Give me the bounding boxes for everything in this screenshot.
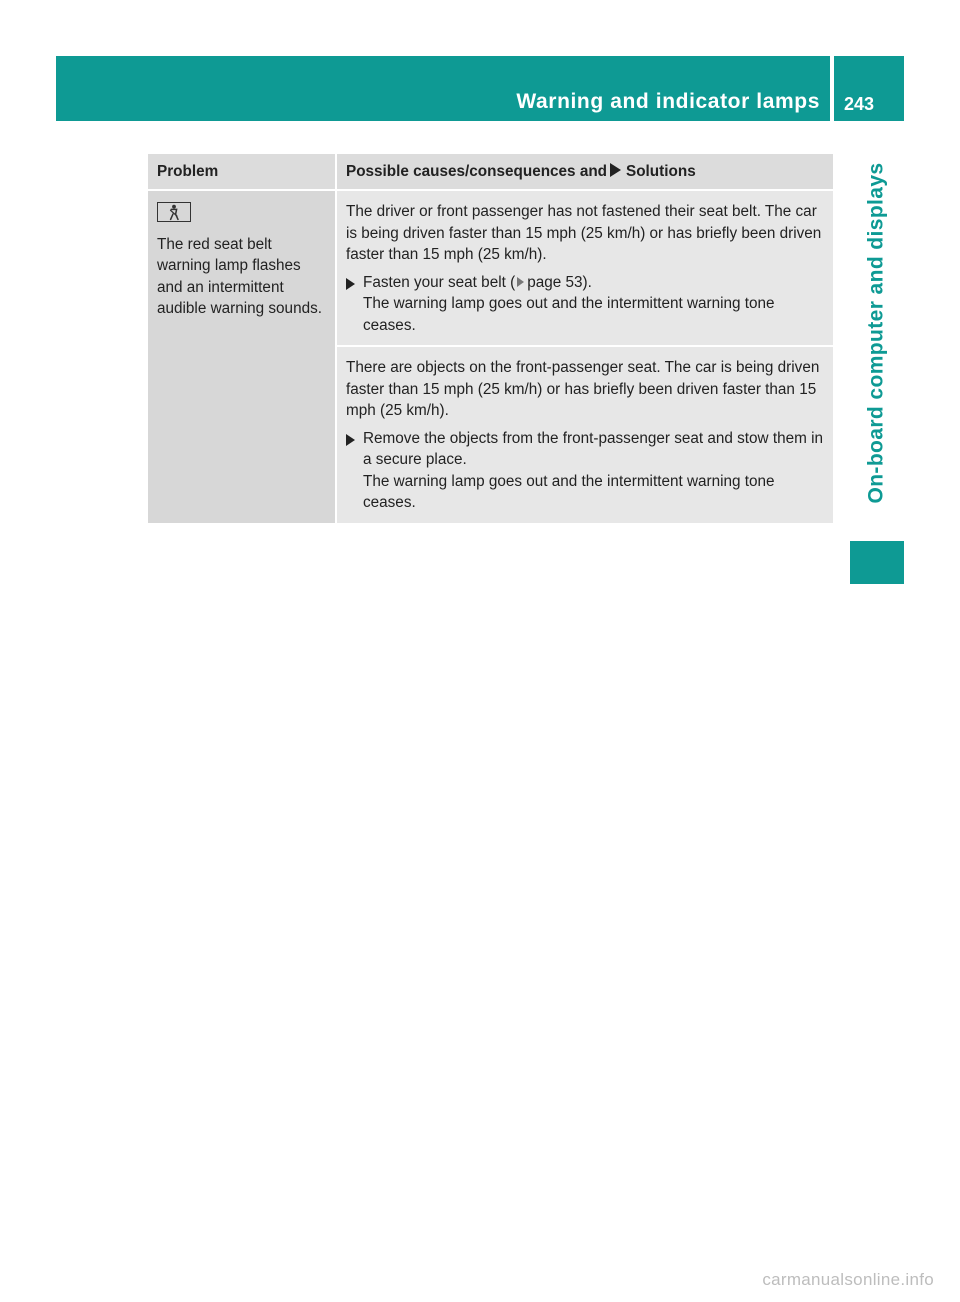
result-text: The warning lamp goes out and the intermittent warning tone ceases. xyxy=(363,295,775,334)
page-number: 243 xyxy=(844,94,875,114)
watermark: carmanualsonline.info xyxy=(762,1270,934,1289)
action-arrow-icon xyxy=(346,434,355,446)
action-arrow-icon xyxy=(346,278,355,290)
page-number-box xyxy=(834,56,904,121)
action-step xyxy=(346,428,827,514)
action-step xyxy=(346,272,827,337)
table-header-row xyxy=(148,154,833,190)
side-tab xyxy=(850,140,904,525)
page-reference-icon xyxy=(517,277,524,287)
column-header-solutions-text: Solutions xyxy=(626,162,696,180)
troubleshooting-table xyxy=(148,154,833,523)
column-header-solutions xyxy=(336,154,833,190)
header-bar xyxy=(56,56,830,121)
column-header-causes-text: Possible causes/consequences and xyxy=(346,162,608,180)
table-row xyxy=(148,190,833,346)
solution-cell xyxy=(336,346,833,523)
page-title: Warning and indicator lamps xyxy=(516,90,820,113)
action-text: Fasten your seat belt ( xyxy=(363,273,516,291)
solution-cell xyxy=(336,190,833,346)
page-reference-link[interactable]: page 53). xyxy=(527,273,592,291)
side-tab-label: On-board computer and displays xyxy=(865,161,888,504)
action-text: Remove the objects from the front-passenger seat and stow them in a secure place. xyxy=(363,429,823,468)
cause-text: The driver or front passenger has not fastened their seat belt. The car is being driven faster than 15 mph (25 km/h) or has briefly been driven faster than 15 mph (25 km/h). xyxy=(346,203,822,263)
cause-text: There are objects on the front-passenger seat. The car is being driven faster than 15 mph (25 km/h) or has briefly been driven faster than 15 mph (25 km/h). xyxy=(346,359,820,419)
seat-belt-warning-icon xyxy=(157,202,191,222)
problem-cell xyxy=(148,190,336,523)
column-header-problem: Problem xyxy=(148,154,336,190)
result-text: The warning lamp goes out and the intermittent warning tone ceases. xyxy=(363,472,775,511)
problem-description: The red seat belt warning lamp flashes and an intermittent audible warning sounds. xyxy=(157,235,322,317)
side-tab-marker xyxy=(850,541,904,584)
action-arrow-icon xyxy=(610,163,621,177)
